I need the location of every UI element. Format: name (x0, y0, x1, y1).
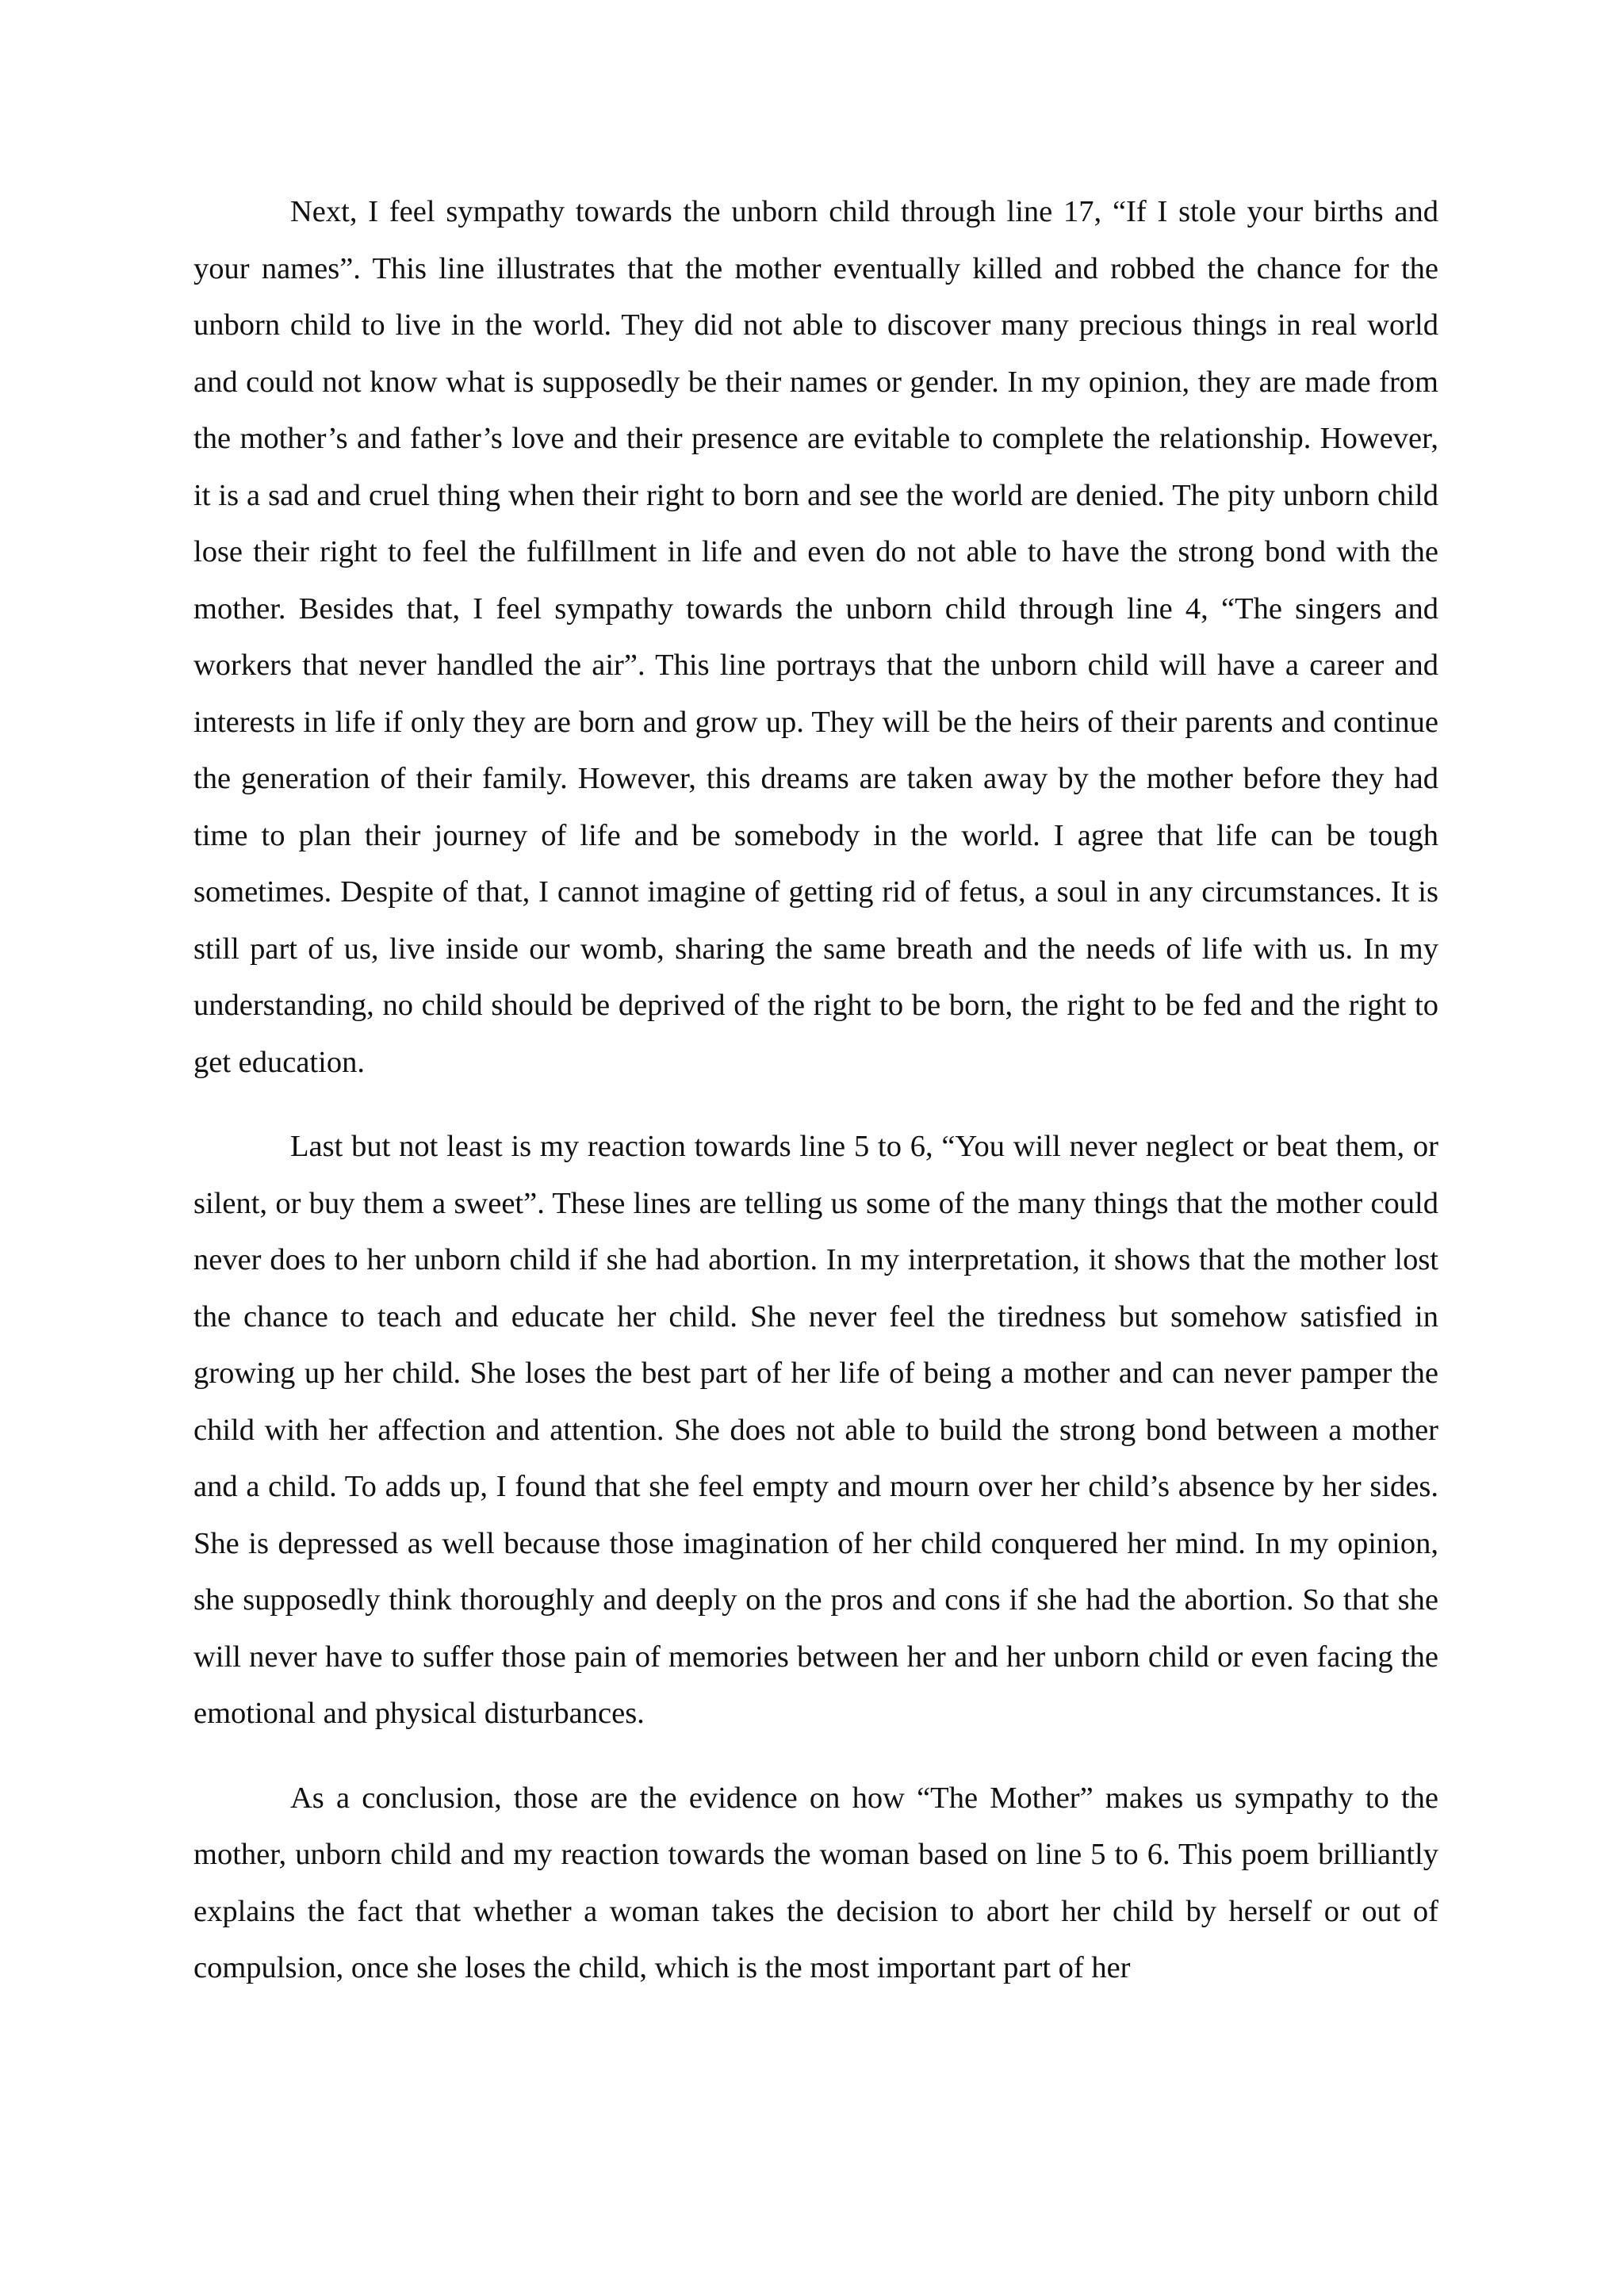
paragraph-sympathy-unborn-child: Next, I feel sympathy towards the unborn child through line 17, “If I stole your births and your names”. This line illustrates that the mother eventually killed and robbed the chance for the unborn child to live in the world. They did not able to discover many precious things in real world and could not know what is supposedly be their names or gender. In my opinion, they are made from the mother’s and father’s love and their presence are evitable to complete the relationship. However, it is a sad and cruel thing when their right to born and see the world are denied. The pity unborn child lose their right to feel the fulfillment in life and even do not able to have the strong bond with the mother. Besides that, I feel sympathy towards the unborn child through line 4, “The singers and workers that never handled the air”. This line portrays that the unborn child will have a career and interests in life if only they are born and grow up. They will be the heirs of their parents and continue the generation of their family. However, this dreams are taken away by the mother before they had time to plan their journey of life and be somebody in the world. I agree that life can be tough sometimes. Despite of that, I cannot imagine of getting rid of fetus, a soul in any circumstances. It is still part of us, live inside our womb, sharing the same breath and the needs of life with us. In my understanding, no child should be deprived of the right to be born, the right to be fed and the right to get education. (193, 195, 1438, 1079)
paragraph-conclusion: As a conclusion, those are the evidence on how “The Mother” makes us sympathy to the mother, unborn child and my reaction towards the woman based on line 5 to 6. This poem brilliantly explains the fact that whether a woman takes the decision to abort her child by herself or out of compulsion, once she loses the child, which is the most important part of her (193, 1781, 1438, 1984)
document-body (193, 184, 1438, 1997)
paragraph-reaction-lines-5-6: Last but not least is my reaction towards line 5 to 6, “You will never neglect or beat them, or silent, or buy them a sweet”. These lines are telling us some of the many things that the mother could never does to her unborn child if she had abortion. In my interpretation, it shows that the mother lost the chance to teach and educate her child. She never feel the tiredness but somehow satisfied in growing up her child. She loses the best part of her life of being a mother and can never pamper the child with her affection and attention. She does not able to build the strong bond between a mother and a child. To adds up, I found that she feel empty and mourn over her child’s absence by her sides. She is depressed as well because those imagination of her child conquered her mind. In my opinion, she supposedly think thoroughly and deeply on the pros and cons if she had the abortion. So that she will never have to suffer those pain of memories between her and her unborn child or even facing the emotional and physical disturbances. (193, 1130, 1438, 1730)
